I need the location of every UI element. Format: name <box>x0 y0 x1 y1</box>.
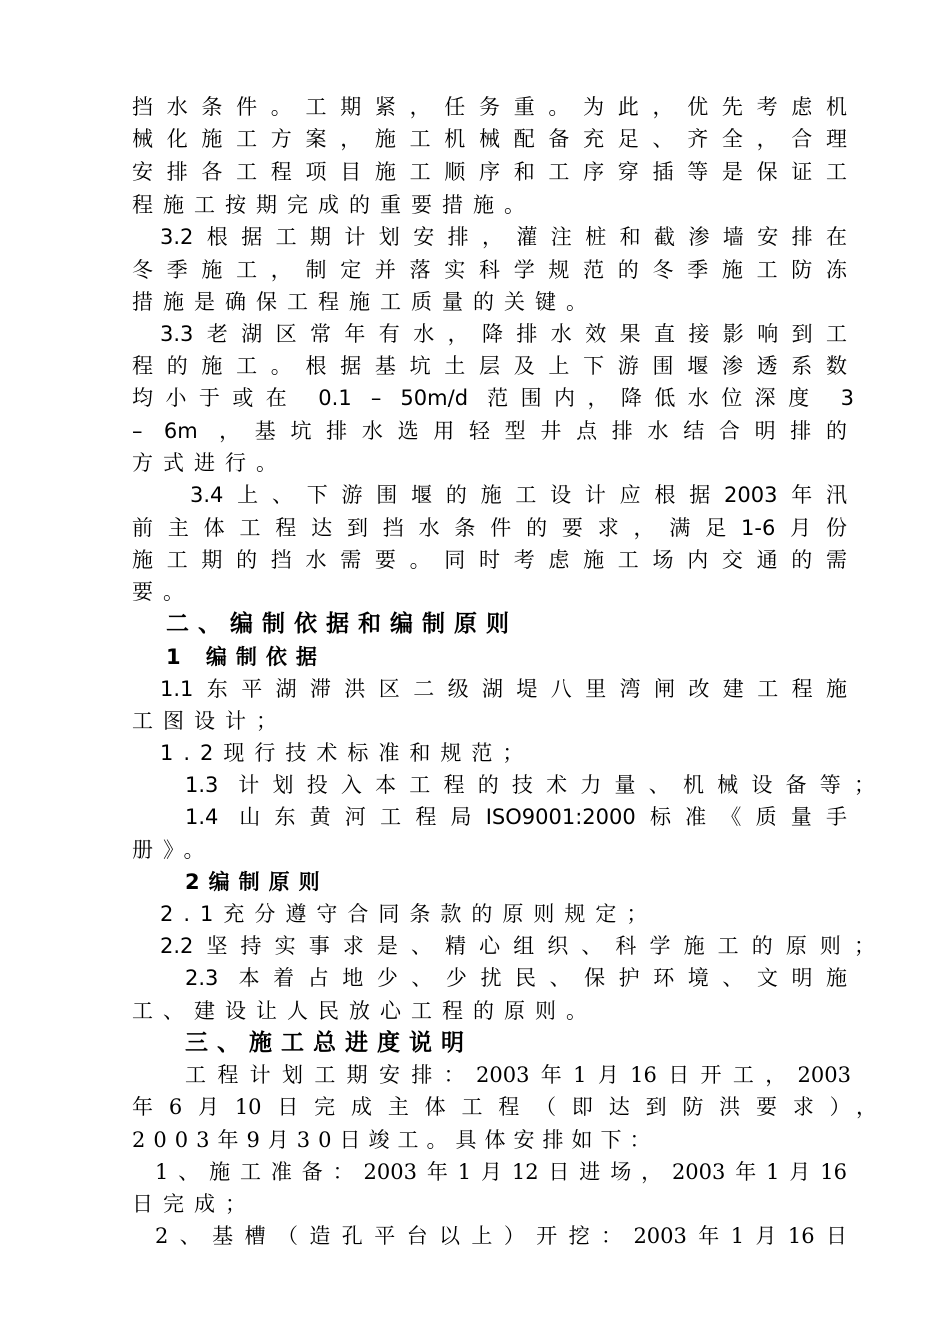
text-line: 1.1东平湖滞洪区二级湖堤八里湾闸改建工程施 <box>160 677 847 701</box>
text-line: 3.4上、下游围堰的施工设计应根据2003年汛 <box>190 483 847 507</box>
text-line: 2、基槽（造孔平台以上）开挖：2003年1月16日 <box>155 1224 847 1248</box>
text-line: 程的施工。根据基坑土层及上下游围堰渗透系数 <box>132 354 847 378</box>
text-line: 日完成； <box>132 1192 256 1216</box>
text-line: 械化施工方案，施工机械配备充足、齐全，合理 <box>132 127 847 151</box>
text-line: 要。 <box>132 580 194 604</box>
text-line: 措施是确保工程施工质量的关键。 <box>132 290 597 314</box>
text-line: 2003年9月30日竣工。具体安排如下： <box>132 1128 659 1152</box>
text-line: 方式进行。 <box>132 451 287 475</box>
text-line: 1、施工准备：2003年1月12日进场，2003年1月16 <box>155 1160 847 1184</box>
section-heading: 三、施工总进度说明 <box>185 1030 473 1056</box>
text-line: 2.3 本着占地少、少扰民、保护环境、文明施 <box>185 966 847 990</box>
text-line: 1.4 山东黄河工程局ISO9001:2000标准《质量手 <box>185 805 847 829</box>
text-line: 3.3老湖区常年有水，降排水效果直接影响到工 <box>160 322 847 346</box>
text-line: 前主体工程达到挡水条件的要求，满足1-6月份 <box>132 516 847 540</box>
text-line: 冬季施工，制定并落实科学规范的冬季施工防冻 <box>132 258 847 282</box>
text-line: 1.2现行技术标准和规范； <box>160 741 534 765</box>
section-heading: 二、编制依据和编制原则 <box>166 611 518 637</box>
text-line: 2.1充分遵守合同条款的原则规定； <box>160 902 658 926</box>
text-line: 程施工按期完成的重要措施。 <box>132 193 535 217</box>
text-line: 工图设计； <box>132 709 287 733</box>
text-line: 3.2根据工期计划安排，灌注桩和截渗墙安排在 <box>160 225 847 249</box>
text-line: 册》。 <box>132 838 215 862</box>
text-line: 2.2坚持实事求是、精心组织、科学施工的原则； <box>160 934 875 958</box>
subsection-heading: 1 编制依据 <box>166 645 326 669</box>
text-line: 年6月10日完成主体工程（即达到防洪要求）， <box>132 1095 877 1119</box>
text-line: 施工期的挡水需要。同时考虑施工场内交通的需 <box>132 548 847 572</box>
text-line: 1.3 计划投入本工程的技术力量、机械设备等； <box>185 773 875 797</box>
text-line: 安排各工程项目施工顺序和工序穿插等是保证工 <box>132 160 847 184</box>
text-line: 挡水条件。工期紧，任务重。为此，优先考虑机 <box>132 95 847 119</box>
text-line: 工程计划工期安排：2003年1月16日开工，2003 <box>185 1063 851 1087</box>
subsection-heading: 2编制原则 <box>185 870 329 894</box>
text-line: 工、建设让人民放心工程的原则。 <box>132 999 597 1023</box>
text-line: – 6m ，基坑排水选用轻型井点排水结合明排的 <box>132 419 847 443</box>
text-line: 均小于或在 0.1 – 50m/d 范围内，降低水位深度 3 <box>132 386 854 410</box>
